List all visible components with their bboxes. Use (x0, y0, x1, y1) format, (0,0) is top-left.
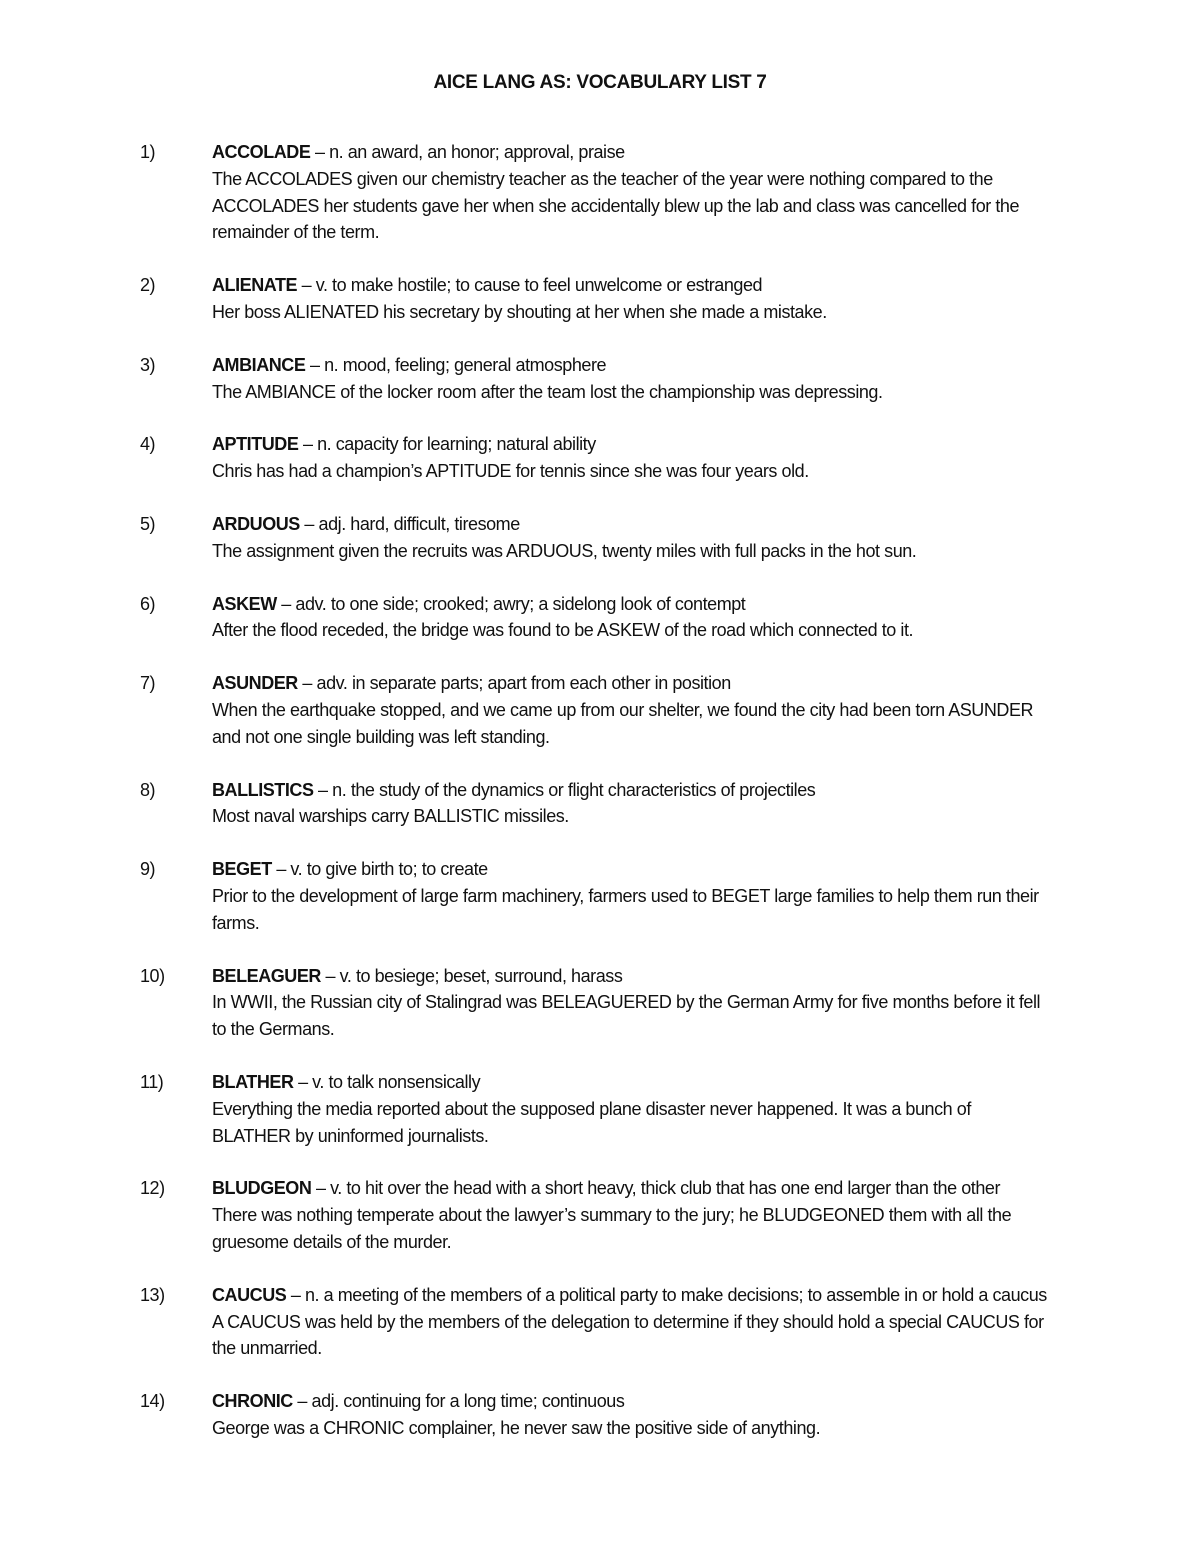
example-sentence: Most naval warships carry BALLISTIC missiles. (212, 806, 569, 827)
definition-line (212, 272, 1050, 299)
vocab-term: ASKEW (212, 593, 277, 614)
definition-text: – v. to talk nonsensically (293, 1071, 481, 1092)
entry-body (212, 777, 1050, 831)
definition-text: – adv. in separate parts; apart from each other in position (297, 673, 731, 694)
entry-number: 6) (140, 593, 156, 614)
definition-text: – v. to hit over the head with a short heavy, thick club that has one end larger than the other (311, 1178, 1000, 1199)
page-title: AICE LANG AS: VOCABULARY LIST 7 (433, 72, 767, 93)
example-sentence: The assignment given the recruits was ARDUOUS, twenty miles with full packs in the hot sun. (212, 540, 917, 561)
entry-number: 12) (140, 1178, 165, 1199)
entry-number: 14) (140, 1391, 165, 1412)
entry-body (212, 856, 1050, 936)
entry-number: 8) (140, 779, 156, 800)
entry-body (212, 591, 1050, 645)
entry-body (212, 272, 1050, 326)
definition-line (212, 352, 1050, 379)
vocab-term: ALIENATE (212, 275, 298, 296)
definition-line (212, 431, 1050, 458)
list-item (140, 963, 1050, 1043)
definition-line (212, 1175, 1050, 1202)
list-item (140, 1175, 1050, 1255)
list-item (140, 777, 1050, 831)
entry-number: 13) (140, 1284, 165, 1305)
definition-text: – n. mood, feeling; general atmosphere (305, 354, 607, 375)
entry-number: 10) (140, 965, 165, 986)
entry-body (212, 352, 1050, 406)
definition-line (212, 963, 1050, 990)
definition-line (212, 670, 1050, 697)
example-sentence: The ACCOLADES given our chemistry teacher as the teacher of the year were nothing compared to the ACCOLADES her students gave her when she accidentally blew up the lab and class was cancelled for the remainder of the term. (212, 168, 1020, 243)
entry-body (212, 1282, 1050, 1362)
definition-line (212, 139, 1050, 166)
example-sentence: Her boss ALIENATED his secretary by shouting at her when she made a mistake. (212, 301, 827, 322)
definition-line (212, 856, 1050, 883)
vocab-term: BLUDGEON (212, 1178, 312, 1199)
example-sentence: Prior to the development of large farm machinery, farmers used to BEGET large families to help them run their farms. (212, 885, 1039, 933)
example-sentence: In WWII, the Russian city of Stalingrad was BELEAGUERED by the German Army for five months before it fell to the Germans. (212, 992, 1041, 1040)
entry-number: 3) (140, 354, 156, 375)
example-sentence: When the earthquake stopped, and we came up from our shelter, we found the city had been torn ASUNDER and not one single building was left standing. (212, 699, 1034, 747)
vocab-term: ASUNDER (212, 673, 298, 694)
vocab-term: BALLISTICS (212, 779, 314, 800)
example-sentence: There was nothing temperate about the lawyer’s summary to the jury; he BLUDGEONED them with all the gruesome details of the murder. (212, 1205, 1012, 1252)
vocab-term: ACCOLADE (212, 142, 311, 162)
list-item (140, 1282, 1050, 1362)
entry-body (212, 670, 1050, 750)
list-item (140, 139, 1050, 246)
definition-line (212, 591, 1050, 618)
definition-text: – v. to give birth to; to create (271, 859, 488, 880)
list-item (140, 431, 1050, 485)
entry-body (212, 431, 1050, 485)
definition-line (212, 1388, 1050, 1415)
example-sentence: Everything the media reported about the supposed plane disaster never happened. It was a bunch of BLATHER by uninformed journalists. (212, 1098, 971, 1146)
definition-text: – v. to make hostile; to cause to feel unwelcome or estranged (297, 275, 763, 296)
vocab-term: BELEAGUER (212, 965, 321, 986)
definition-line (212, 777, 1050, 804)
definition-text: – adj. hard, difficult, tiresome (299, 513, 520, 534)
entry-number: 9) (140, 859, 156, 880)
entry-body (212, 963, 1050, 1043)
definition-line (212, 1282, 1050, 1309)
entry-number: 7) (140, 673, 156, 694)
example-sentence: A CAUCUS was held by the members of the delegation to determine if they should hold a special CAUCUS for the unmarried. (212, 1311, 1044, 1359)
list-item (140, 511, 1050, 565)
vocab-term: ARDUOUS (212, 513, 300, 534)
vocab-term: CAUCUS (212, 1284, 287, 1305)
example-sentence: George was a CHRONIC complainer, he never saw the positive side of anything. (212, 1417, 821, 1438)
entry-body (212, 139, 1050, 246)
entry-number: 2) (140, 275, 156, 296)
vocab-term: AMBIANCE (212, 354, 306, 375)
entry-number: 1) (140, 142, 156, 162)
entry-number: 4) (140, 434, 156, 455)
list-item (140, 1388, 1050, 1442)
example-sentence: The AMBIANCE of the locker room after the team lost the championship was depressing. (212, 381, 883, 402)
list-item (140, 1069, 1050, 1149)
definition-text: – n. an award, an honor; approval, praise (310, 142, 625, 162)
definition-line (212, 511, 1050, 538)
definition-text: – adj. continuing for a long time; continuous (292, 1391, 625, 1412)
entry-number: 5) (140, 513, 156, 534)
definition-text: – adv. to one side; crooked; awry; a sidelong look of contempt (276, 593, 746, 614)
list-item (140, 352, 1050, 406)
vocab-term: APTITUDE (212, 434, 299, 455)
definition-text: – n. the study of the dynamics or flight characteristics of projectiles (313, 779, 816, 800)
definition-text: – n. a meeting of the members of a political party to make decisions; to assemble in or hold a caucus (286, 1284, 1047, 1305)
list-item (140, 856, 1050, 936)
list-item (140, 591, 1050, 645)
list-item (140, 670, 1050, 750)
vocab-term: BLATHER (212, 1071, 294, 1092)
example-sentence: Chris has had a champion’s APTITUDE for tennis since she was four years old. (212, 461, 809, 482)
definition-text: – n. capacity for learning; natural ability (298, 434, 596, 455)
definition-line (212, 1069, 1050, 1096)
entry-number: 11) (140, 1071, 164, 1092)
entry-body (212, 511, 1050, 565)
list-item (140, 272, 1050, 326)
entry-body (212, 1175, 1050, 1255)
entry-body (212, 1069, 1050, 1149)
example-sentence: After the flood receded, the bridge was found to be ASKEW of the road which connected to it. (212, 620, 914, 641)
vocab-term: BEGET (212, 859, 272, 880)
vocab-term: CHRONIC (212, 1391, 293, 1412)
entry-body (212, 1388, 1050, 1442)
vocabulary-list (140, 139, 1050, 1468)
definition-text: – v. to besiege; beset, surround, harass (320, 965, 623, 986)
